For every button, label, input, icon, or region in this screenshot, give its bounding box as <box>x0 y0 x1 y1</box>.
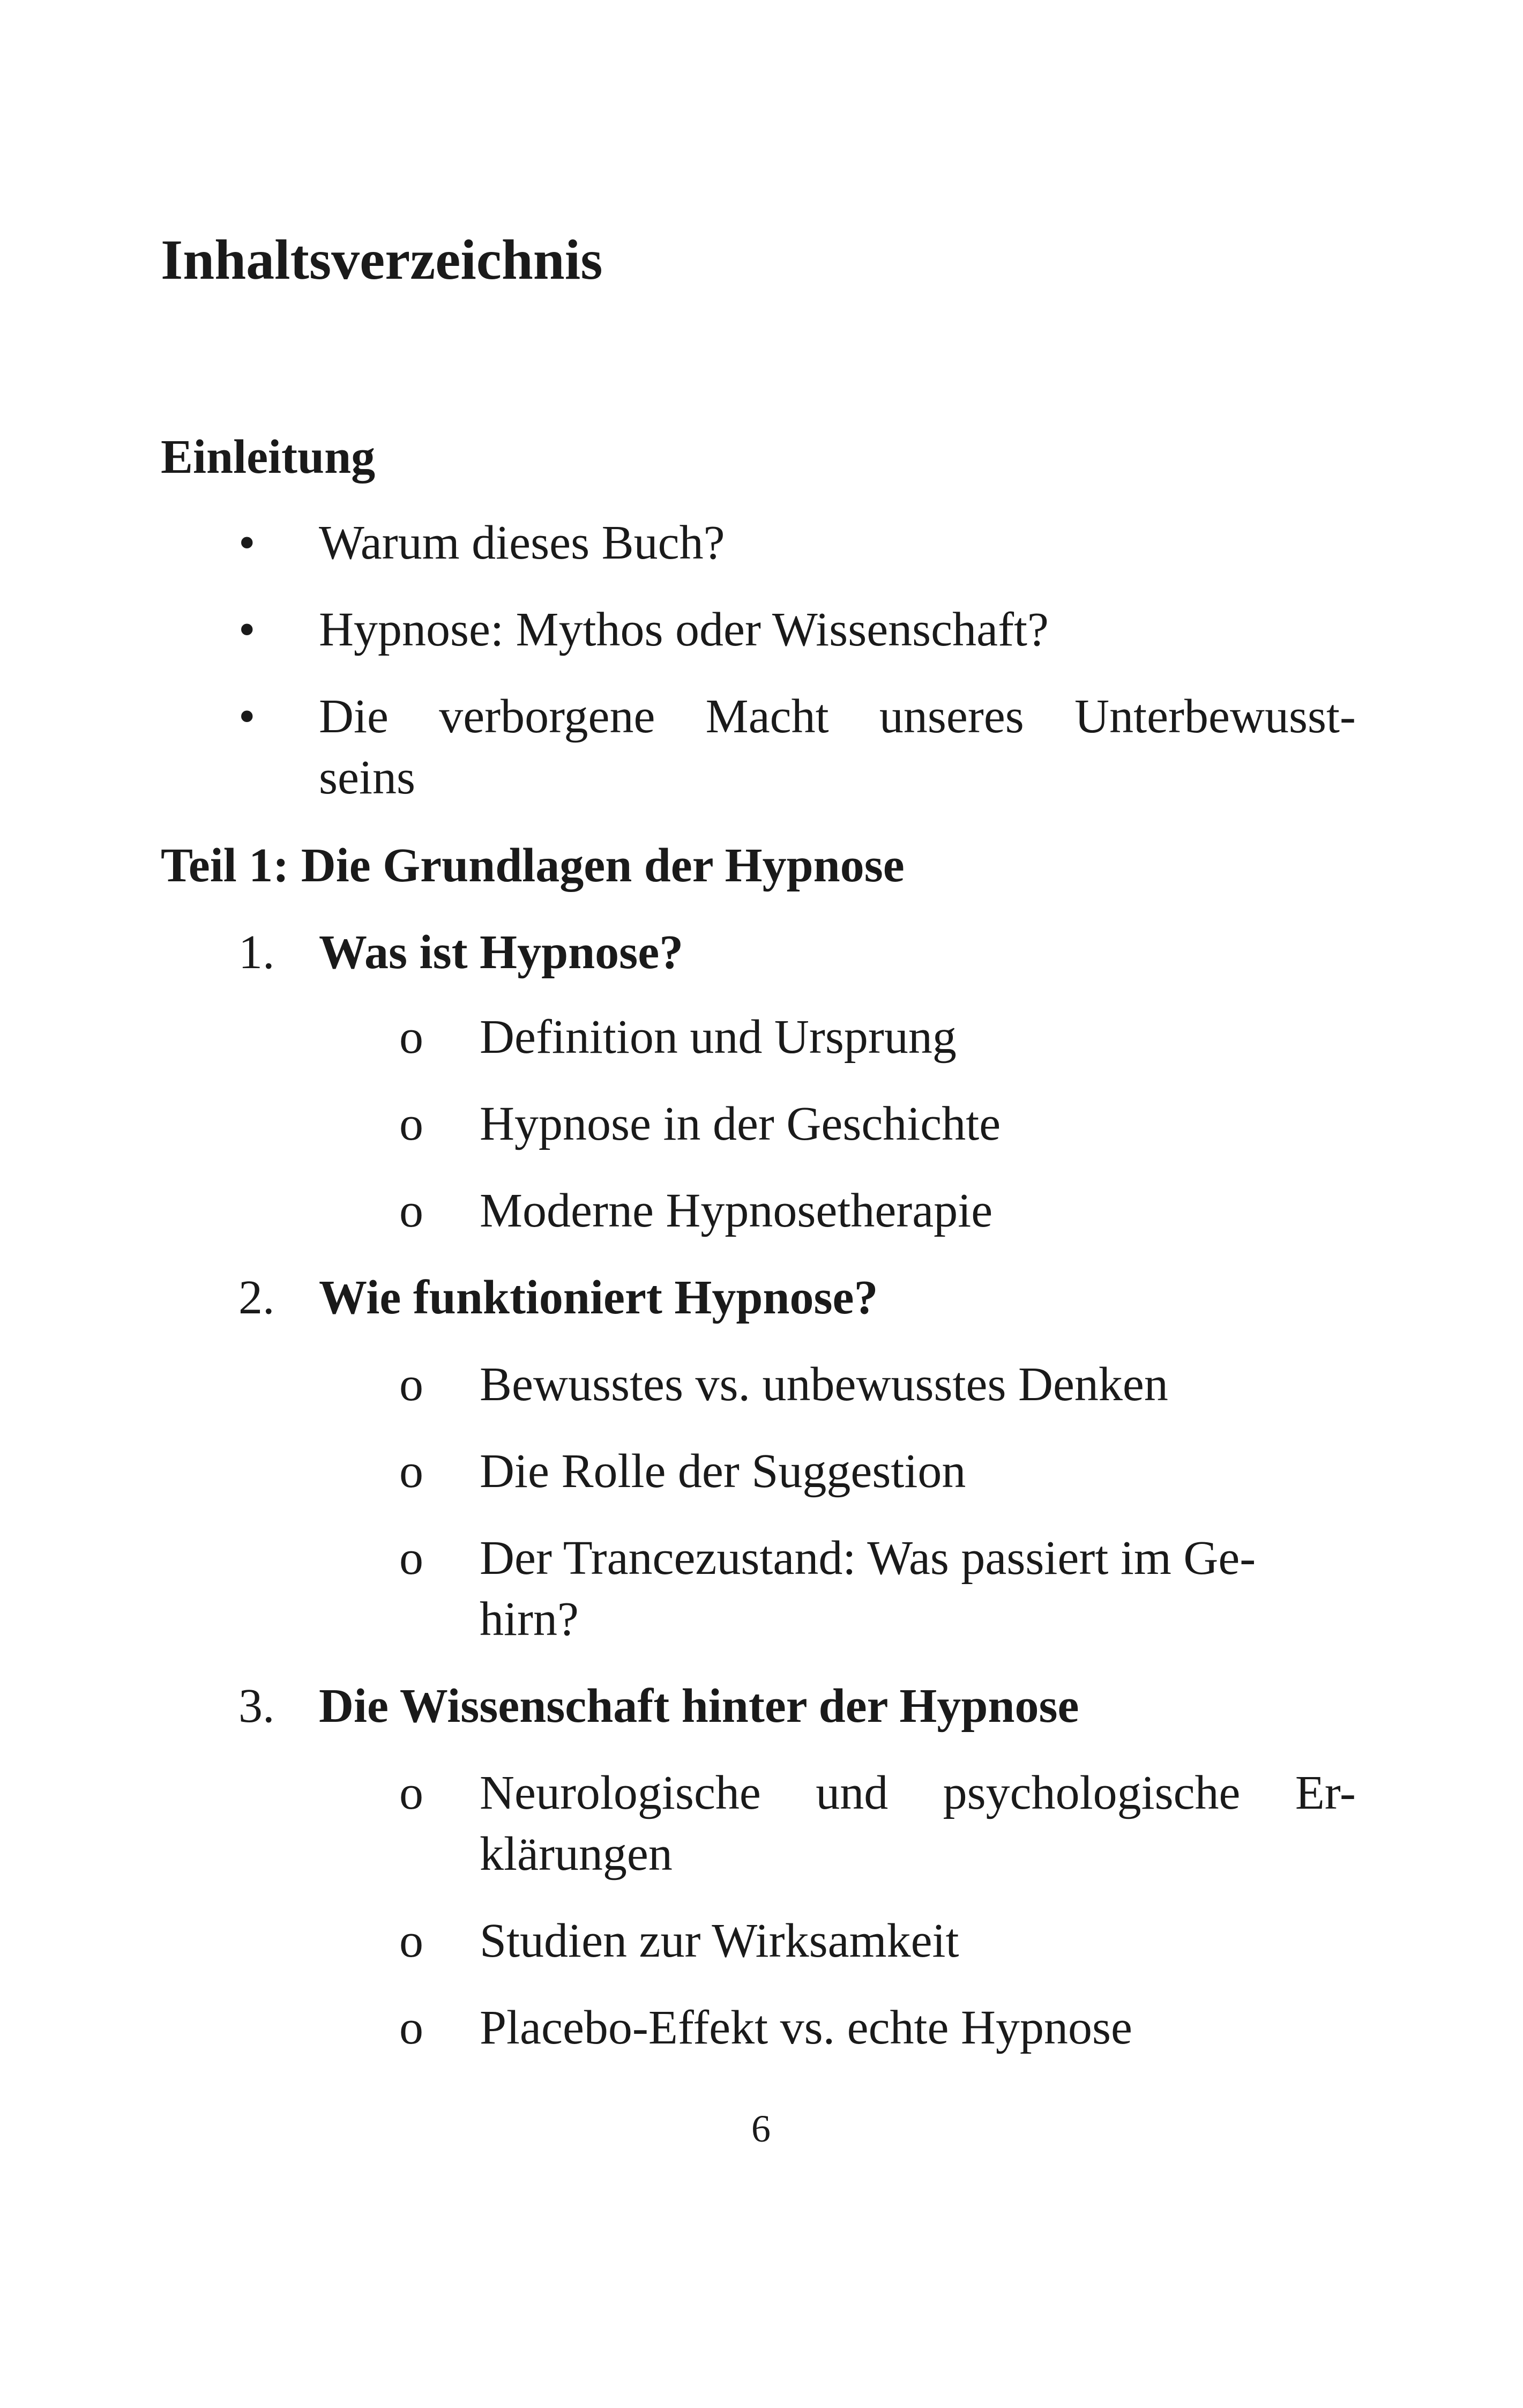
chapter-title-was-ist-hypnose[interactable]: Was ist Hypnose? <box>319 926 684 979</box>
toc-subentry-cont[interactable]: klärungen <box>480 1827 673 1881</box>
toc-entry-mythos-oder-wissenschaft[interactable]: Hypnose: Mythos oder Wissenschaft? <box>319 603 1049 656</box>
section-heading-teil-1: Teil 1: Die Grundlagen der Hypnose <box>161 839 905 892</box>
page-title: Inhaltsverzeichnis <box>161 228 603 291</box>
chapter-title-wie-funktioniert-hypnose[interactable]: Wie funktioniert Hypnose? <box>319 1271 878 1324</box>
bullet-icon: • <box>238 516 256 569</box>
bullet-icon: • <box>238 603 256 656</box>
circle-bullet-icon: o <box>399 1097 423 1150</box>
toc-entry-verborgene-macht-cont[interactable]: seins <box>319 751 415 804</box>
circle-bullet-icon: o <box>399 1010 423 1064</box>
circle-bullet-icon: o <box>399 1532 423 1585</box>
toc-entry-verborgene-macht[interactable]: Die verborgene Macht unseres Unterbewusst- <box>319 690 1356 743</box>
chapter-number: 2. <box>238 1271 275 1324</box>
section-heading-einleitung: Einleitung <box>161 430 376 484</box>
toc-subentry[interactable]: Definition und Ursprung <box>480 1010 957 1064</box>
toc-subentry[interactable]: Hypnose in der Geschichte <box>480 1097 1001 1150</box>
chapter-title-wissenschaft-hinter-hypnose[interactable]: Die Wissenschaft hinter der Hypnose <box>319 1679 1079 1733</box>
toc-subentry-cont[interactable]: hirn? <box>480 1593 579 1646</box>
toc-subentry[interactable]: Bewusstes vs. unbewusstes Denken <box>480 1358 1168 1411</box>
toc-subentry[interactable]: Neurologische und psychologische Er- <box>480 1766 1356 1819</box>
circle-bullet-icon: o <box>399 1184 423 1237</box>
circle-bullet-icon: o <box>399 1914 423 1967</box>
circle-bullet-icon: o <box>399 2001 423 2054</box>
toc-entry-warum-dieses-buch[interactable]: Warum dieses Buch? <box>319 516 725 569</box>
circle-bullet-icon: o <box>399 1766 423 1819</box>
chapter-number: 1. <box>238 926 275 979</box>
page-number: 6 <box>751 2107 771 2150</box>
toc-subentry[interactable]: Moderne Hypnosetherapie <box>480 1184 993 1237</box>
chapter-number: 3. <box>238 1679 275 1733</box>
bullet-icon: • <box>238 690 256 743</box>
circle-bullet-icon: o <box>399 1358 423 1411</box>
toc-subentry[interactable]: Die Rolle der Suggestion <box>480 1445 966 1498</box>
toc-subentry[interactable]: Der Trancezustand: Was passiert im Ge- <box>480 1532 1256 1585</box>
toc-subentry[interactable]: Placebo-Effekt vs. echte Hypnose <box>480 2001 1132 2054</box>
circle-bullet-icon: o <box>399 1445 423 1498</box>
toc-subentry[interactable]: Studien zur Wirksamkeit <box>480 1914 959 1967</box>
